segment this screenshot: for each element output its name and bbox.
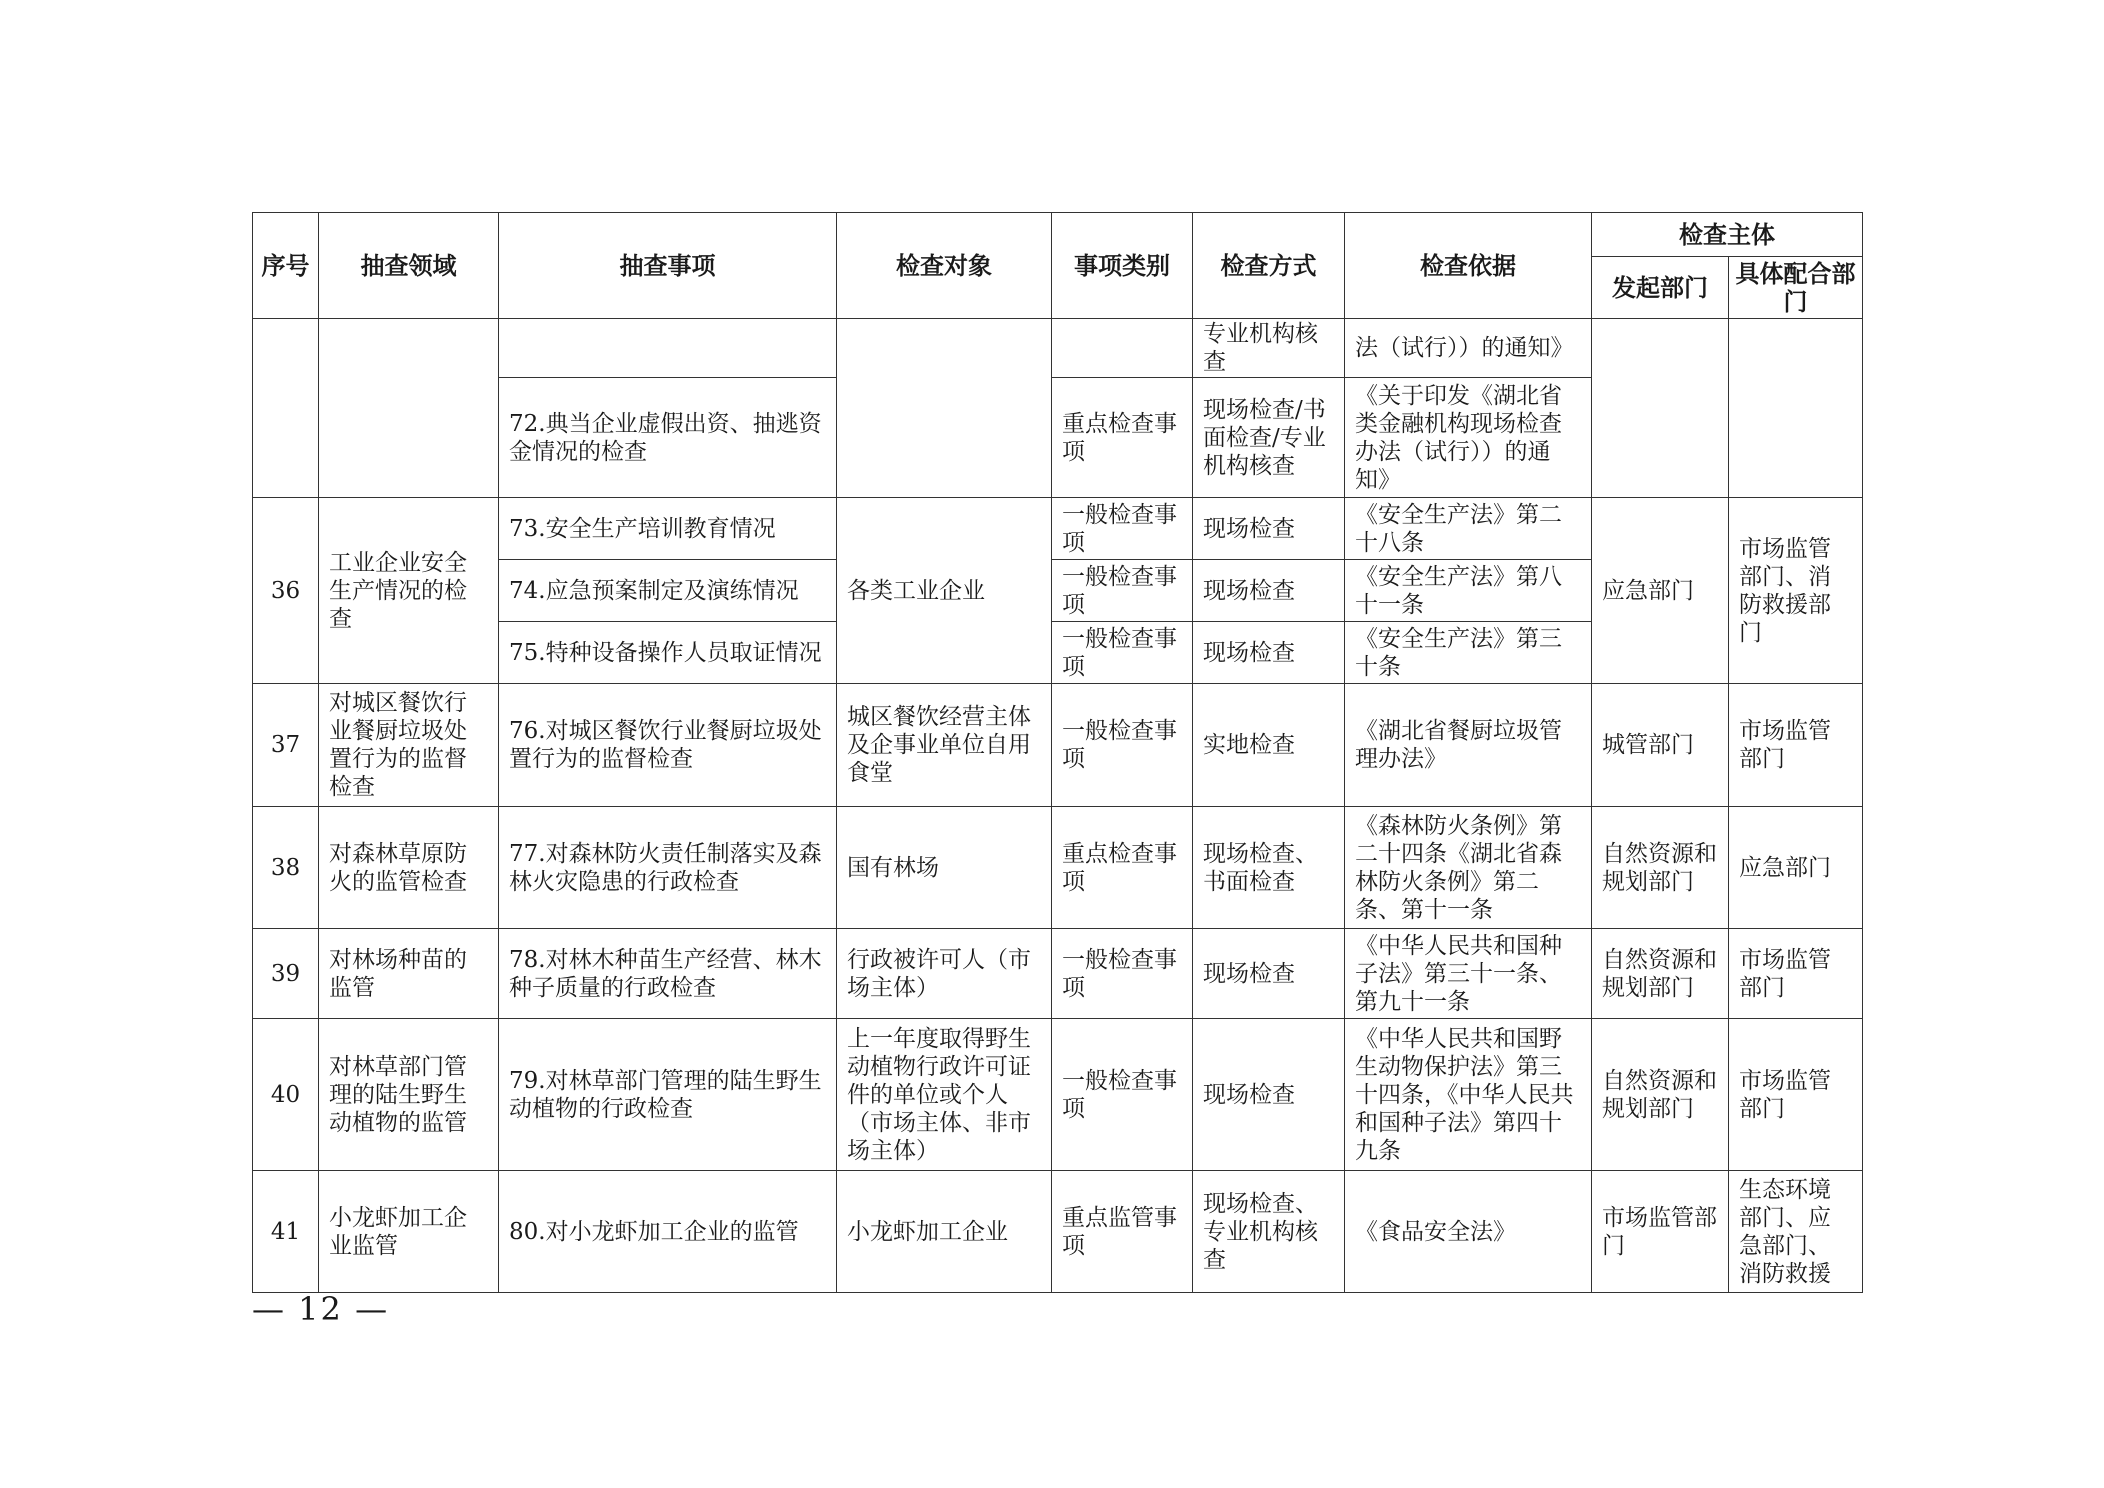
cell-initiator: 自然资源和规划部门 [1592,1019,1729,1171]
cell-seq: 40 [253,1019,319,1171]
cell-item: 75.特种设备操作人员取证情况 [499,622,837,684]
cell-basis: 《安全生产法》第八十一条 [1345,560,1592,622]
cell-item: 73.安全生产培训教育情况 [499,498,837,560]
cell-item: 77.对森林防火责任制落实及森林火灾隐患的行政检查 [499,807,837,929]
cell-category: 一般检查事项 [1052,929,1193,1019]
cell-domain: 工业企业安全生产情况的检查 [319,498,499,684]
cell-cooperator: 市场监管部门 [1729,929,1863,1019]
cell-seq: 36 [253,498,319,684]
cell-cooperator: 生态环境部门、应急部门、消防救援 [1729,1171,1863,1293]
table-row [253,929,1863,1019]
cell-target: 城区餐饮经营主体及企事业单位自用食堂 [837,684,1052,807]
cell-item: 80.对小龙虾加工企业的监管 [499,1171,837,1293]
table-row [253,807,1863,929]
cell-cooperator: 市场监管部门 [1729,1019,1863,1171]
header-seq: 序号 [253,213,319,319]
inspection-table [252,212,1863,1293]
header-domain: 抽查领域 [319,213,499,319]
cell-category: 重点检查事项 [1052,807,1193,929]
table-row [253,684,1863,807]
cell-method: 现场检查 [1193,622,1345,684]
header-category: 事项类别 [1052,213,1193,319]
header-initiator: 发起部门 [1592,257,1729,319]
cell-initiator: 城管部门 [1592,684,1729,807]
cell-category: 一般检查事项 [1052,622,1193,684]
header-basis: 检查依据 [1345,213,1592,319]
cell-method: 现场检查 [1193,560,1345,622]
cell-item: 72.典当企业虚假出资、抽逃资金情况的检查 [499,378,837,498]
cell-seq: 38 [253,807,319,929]
cell-category: 一般检查事项 [1052,498,1193,560]
header-item: 抽查事项 [499,213,837,319]
cell-domain [319,319,499,498]
cell-category: 一般检查事项 [1052,684,1193,807]
cell-basis: 《湖北省餐厨垃圾管理办法》 [1345,684,1592,807]
table-row [253,1019,1863,1171]
cell-seq: 39 [253,929,319,1019]
cell-domain: 小龙虾加工企业监管 [319,1171,499,1293]
header-cooperator: 具体配合部门 [1729,257,1863,319]
header-subject: 检查主体 [1592,213,1863,257]
header-target: 检查对象 [837,213,1052,319]
cell-method: 现场检查 [1193,929,1345,1019]
cell-domain: 对城区餐饮行业餐厨垃圾处置行为的监督检查 [319,684,499,807]
cell-method: 现场检查、专业机构核查 [1193,1171,1345,1293]
header-method: 检查方式 [1193,213,1345,319]
cell-seq: 37 [253,684,319,807]
cell-basis: 《关于印发《湖北省类金融机构现场检查办法（试行））的通知》 [1345,378,1592,498]
cell-item: 78.对林木种苗生产经营、林木种子质量的行政检查 [499,929,837,1019]
cell-cooperator: 市场监管部门 [1729,684,1863,807]
cell-basis: 《森林防火条例》第二十四条《湖北省森林防火条例》第二条、第十一条 [1345,807,1592,929]
cell-item: 74.应急预案制定及演练情况 [499,560,837,622]
table-row [253,1171,1863,1293]
cell-method: 专业机构核查 [1193,319,1345,378]
cell-basis: 法（试行））的通知》 [1345,319,1592,378]
cell-basis: 《安全生产法》第三十条 [1345,622,1592,684]
cell-cooperator [1729,319,1863,498]
cell-basis: 《食品安全法》 [1345,1171,1592,1293]
cell-method: 现场检查 [1193,498,1345,560]
cell-domain: 对森林草原防火的监管检查 [319,807,499,929]
cell-method: 实地检查 [1193,684,1345,807]
cell-target: 小龙虾加工企业 [837,1171,1052,1293]
cell-category: 一般检查事项 [1052,1019,1193,1171]
cell-seq [253,319,319,498]
cell-category [1052,319,1193,378]
cell-item [499,319,837,378]
table-row [253,319,1863,378]
cell-method: 现场检查 [1193,1019,1345,1171]
cell-domain: 对林场种苗的监管 [319,929,499,1019]
cell-cooperator: 应急部门 [1729,807,1863,929]
cell-initiator: 市场监管部门 [1592,1171,1729,1293]
cell-category: 重点检查事项 [1052,378,1193,498]
cell-initiator: 应急部门 [1592,498,1729,684]
cell-domain: 对林草部门管理的陆生野生动植物的监管 [319,1019,499,1171]
cell-target: 各类工业企业 [837,498,1052,684]
page-number: — 12 — [252,1290,390,1328]
cell-category: 一般检查事项 [1052,560,1193,622]
cell-target: 上一年度取得野生动植物行政许可证件的单位或个人（市场主体、非市场主体） [837,1019,1052,1171]
cell-category: 重点监管事项 [1052,1171,1193,1293]
cell-cooperator: 市场监管部门、消防救援部门 [1729,498,1863,684]
cell-basis: 《中华人民共和国种子法》第三十一条、第九十一条 [1345,929,1592,1019]
cell-basis: 《中华人民共和国野生动物保护法》第三十四条，《中华人民共和国种子法》第四十九条 [1345,1019,1592,1171]
cell-target [837,319,1052,498]
cell-seq: 41 [253,1171,319,1293]
cell-item: 76.对城区餐饮行业餐厨垃圾处置行为的监督检查 [499,684,837,807]
cell-basis: 《安全生产法》第二十八条 [1345,498,1592,560]
cell-item: 79.对林草部门管理的陆生野生动植物的行政检查 [499,1019,837,1171]
cell-initiator: 自然资源和规划部门 [1592,929,1729,1019]
table-row [253,498,1863,560]
cell-initiator: 自然资源和规划部门 [1592,807,1729,929]
cell-method: 现场检查/书面检查/专业机构核查 [1193,378,1345,498]
cell-target: 行政被许可人（市场主体） [837,929,1052,1019]
cell-method: 现场检查、书面检查 [1193,807,1345,929]
cell-initiator [1592,319,1729,498]
cell-target: 国有林场 [837,807,1052,929]
header-row [253,213,1863,257]
